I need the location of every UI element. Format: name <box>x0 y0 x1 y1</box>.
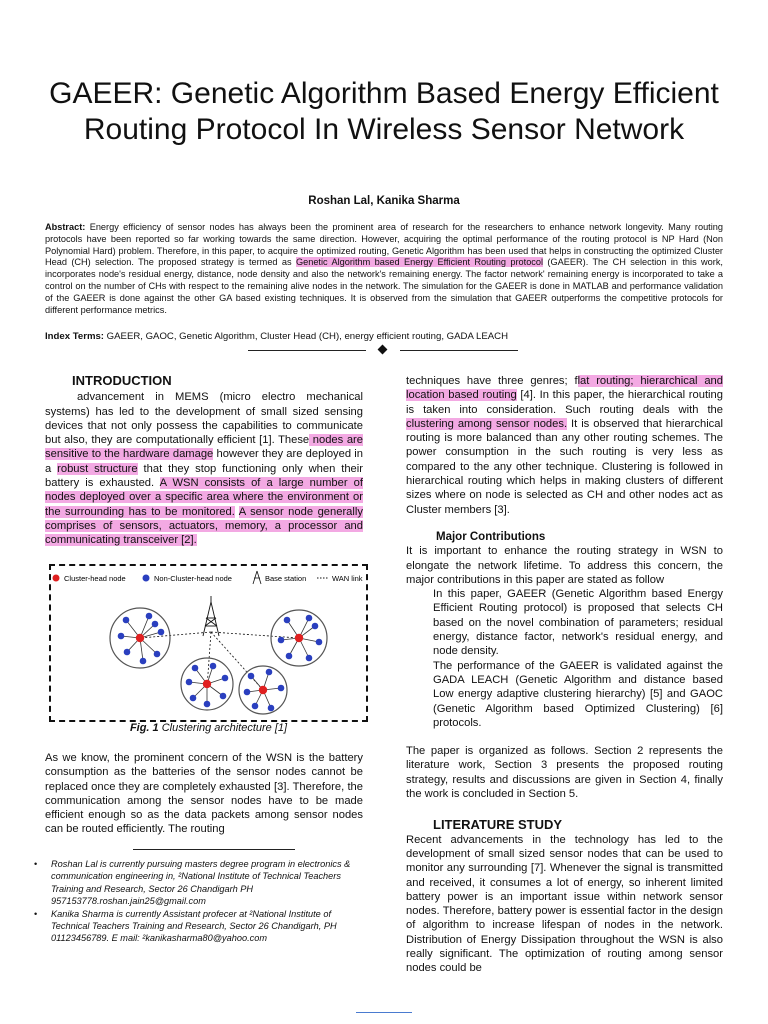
abstract <box>45 222 723 316</box>
footnote-item <box>34 858 364 908</box>
figure-caption-text: Clustering architecture [1] <box>158 722 288 734</box>
intro-highlight-4: A sensor node generally comprises of sensors, actuators, memory, a processor and communicating transceiver [2]. <box>45 505 363 547</box>
legend-cluster-head-label: Cluster-head node <box>64 574 126 583</box>
cluster-head-node <box>136 634 144 642</box>
intro-text-2: however they are deployed in a <box>45 448 363 475</box>
routing-highlight-2: clustering among sensor nodes. <box>406 417 568 430</box>
section-separator <box>248 343 520 357</box>
abstract-text: Energy efficiency of sensor nodes has always been the prominent area of research for the researchers to enhance network longevity. Many routing protocols have been reported so far working towards the same direction. However, acquiring the optimal performance of the routing protocol is NP Hard (Non Polynomial Hard) problem. Therefore, in this paper, to acquire the optimized routing, Genetic Algorithm has been used that helps in constructing the optimized Cluster Head (CH) selection. The proposed strategy is termed as <box>45 222 723 268</box>
routing-text-2: [4]. In this paper, the hierarchical routing is taken into consideration. Such routing deals with the <box>406 389 723 416</box>
abstract-highlight: Genetic Algorithm based Energy Efficient Routing protocol <box>295 257 544 268</box>
contributions-intro: It is important to enhance the routing strategy in WSN to elongate the network lifetime. To address this concern, the major contributions in this paper are stated as follow <box>406 545 723 586</box>
intro-paragraph-2: As we know, the prominent concern of the WSN is the battery consumption as the batteries of the sensor nodes cannot be replaced once they are completely exhausted [3]. Therefore, the communication among the sensor nodes have to be made efficient enough so as the data packets among sensor nodes can be routed efficiently. The routing <box>45 752 363 836</box>
literature-paragraph: Recent advancements in the technology has led to the development of small sized sensor nodes that can be used to monitor any surrounding [7]. Whenever the signal is transmitted and received, it consumes a lot of energy, so inherent limited battery power is an important issue within network sensor nodes. Therefore, battery power is essential factor in the design of algorithm to increase lifespan of nodes in the network. Distribution of Energy Dissipation throughout the WSN is also really significant. The optimization of routing among sensor nodes could be <box>406 833 723 975</box>
base-station-icon <box>203 596 219 636</box>
contribution-item-1: In this paper, GAEER (Genetic Algorithm based Energy Efficient Routing protocol) is proposed that selects CH based on the novel combination of parameters; residual energy, distance factor, network's residual energy, and node density. <box>433 588 723 658</box>
intro-highlight-1: nodes are sensitive to the hardware damage <box>45 434 364 461</box>
abstract-label: Abstract: <box>45 222 86 232</box>
page-footer-rule <box>356 1012 412 1013</box>
separator-line-left <box>248 350 366 351</box>
cluster-1 <box>110 608 170 668</box>
figure-caption-label: Fig. 1 <box>129 722 159 734</box>
clustering-figure <box>49 564 368 722</box>
intro-text: advancement in MEMS (micro electro mechanical systems) has led to the development of small sized sensing devices that not only possess the capabilities to communicate but also, they are computationally efficient [1]. These <box>45 391 363 447</box>
abstract-text-cont: (GAEER). The CH selection in this work, incorporates node's residual energy, distance, node density and also the network's remaining energy. The factor network' remaining energy is incorporated to take a control on the number of CHs with respect to the remaining alive nodes in the network. The simulation for the GAEER is done in MATLAB and performance validation of the GAEER is done against the other GA based existing techniques. It is observed from the simulation that GAEER outperforms the competitive protocols for different performance metrics. <box>45 257 723 315</box>
routing-text: techniques have three genres; f <box>406 375 578 387</box>
footnote-text: Roshan Lal is currently pursuing masters degree program in electronics & communication engineering in, ²National Institute of Technical Teachers Training and Research, Sector 26 Chandigarh PH 957153778.roshan.jain25@gmail.com <box>51 859 351 907</box>
cluster-4 <box>239 666 287 714</box>
intro-heading: INTRODUCTION <box>72 373 172 388</box>
legend-base-station-icon <box>253 571 261 584</box>
routing-text-3: It is observed that hierarchical routing is more balanced than any other routing schemes. The power consumption in the such routing is very less as compared to the any other technique. Clustering is followed in hierarchical routing which helps in making clusters of different sizes where on node is selected as CH and other nodes act as Cluster members [3]. <box>406 417 723 516</box>
footnote-text: Kanika Sharma is currently Assistant profecer at ²National Institute of Technical Teachers Training and Research, Sector 26 Chandigarh, PH 01123456789. E mail: ²kanikasharma80@yahoo.com <box>51 908 337 944</box>
separator-line-right <box>400 350 518 351</box>
intro-text-3: that they stop functioning only when their battery is exhausted. <box>45 462 363 490</box>
footnote-item <box>34 908 364 945</box>
literature-heading: LITERATURE STUDY <box>433 817 563 833</box>
legend-base-station-label: Base station <box>265 574 307 583</box>
routing-paragraph <box>406 374 723 517</box>
legend-cluster-head-dot <box>53 575 60 582</box>
intro-continued <box>45 751 363 837</box>
cluster-head-node <box>259 686 267 694</box>
cluster-head-node <box>203 680 211 688</box>
organization-paragraph: The paper is organized as follows. Section 2 represents the literature work, Section 3 presents the proposed routing strategy, results and discussions are given in Section 4, finally the work is concluded in Section 5. <box>406 745 723 801</box>
index-terms-label: Index Terms: <box>45 331 105 342</box>
separator-diamond-icon <box>378 345 388 355</box>
legend-wan-label: WAN link <box>332 574 363 583</box>
intro-highlight-2: robust structure <box>57 462 138 475</box>
contributions-heading: Major Contributions <box>436 530 546 543</box>
bullet-icon: • <box>34 908 38 919</box>
intro-section <box>45 374 363 548</box>
intro-highlight-3: A WSN consists of a large number of nodes deployed over a specific area where the environment or the surrounding has to be monitored. <box>45 477 363 518</box>
cluster-2 <box>271 610 327 666</box>
footnotes <box>34 858 364 945</box>
bullet-icon: • <box>34 859 38 869</box>
footnote-rule <box>133 849 295 850</box>
figure-caption <box>49 722 368 734</box>
cluster-head-node <box>295 634 303 642</box>
intro-paragraph <box>45 390 363 547</box>
cluster-3 <box>181 658 233 710</box>
legend-non-cluster-head-dot <box>143 575 150 582</box>
right-column <box>406 374 723 976</box>
paper-title: GAEER: Genetic Algorithm Based Energy Efficient Routing Protocol In Wireless Sensor Network <box>49 77 719 146</box>
paper-authors: Roshan Lal, Kanika Sharma <box>308 195 460 207</box>
index-terms <box>45 331 723 342</box>
clustering-diagram <box>51 566 366 720</box>
contribution-item-2: The performance of the GAEER is validated against the GADA LEACH (Genetic Algorithm and distance based Low energy adaptive clustering hierarchy) [5] and GAOC (Genetic Algorithm based Optimized Clustering) [6] protocols. <box>433 659 723 729</box>
legend-non-cluster-head-label: Non-Cluster-head node <box>154 574 232 583</box>
routing-highlight-1: lat routing; hierarchical and location based routing <box>406 375 724 402</box>
index-terms-text: GAEER, GAOC, Genetic Algorithm, Cluster Head (CH), energy efficient routing, GADA LEACH <box>104 331 508 342</box>
